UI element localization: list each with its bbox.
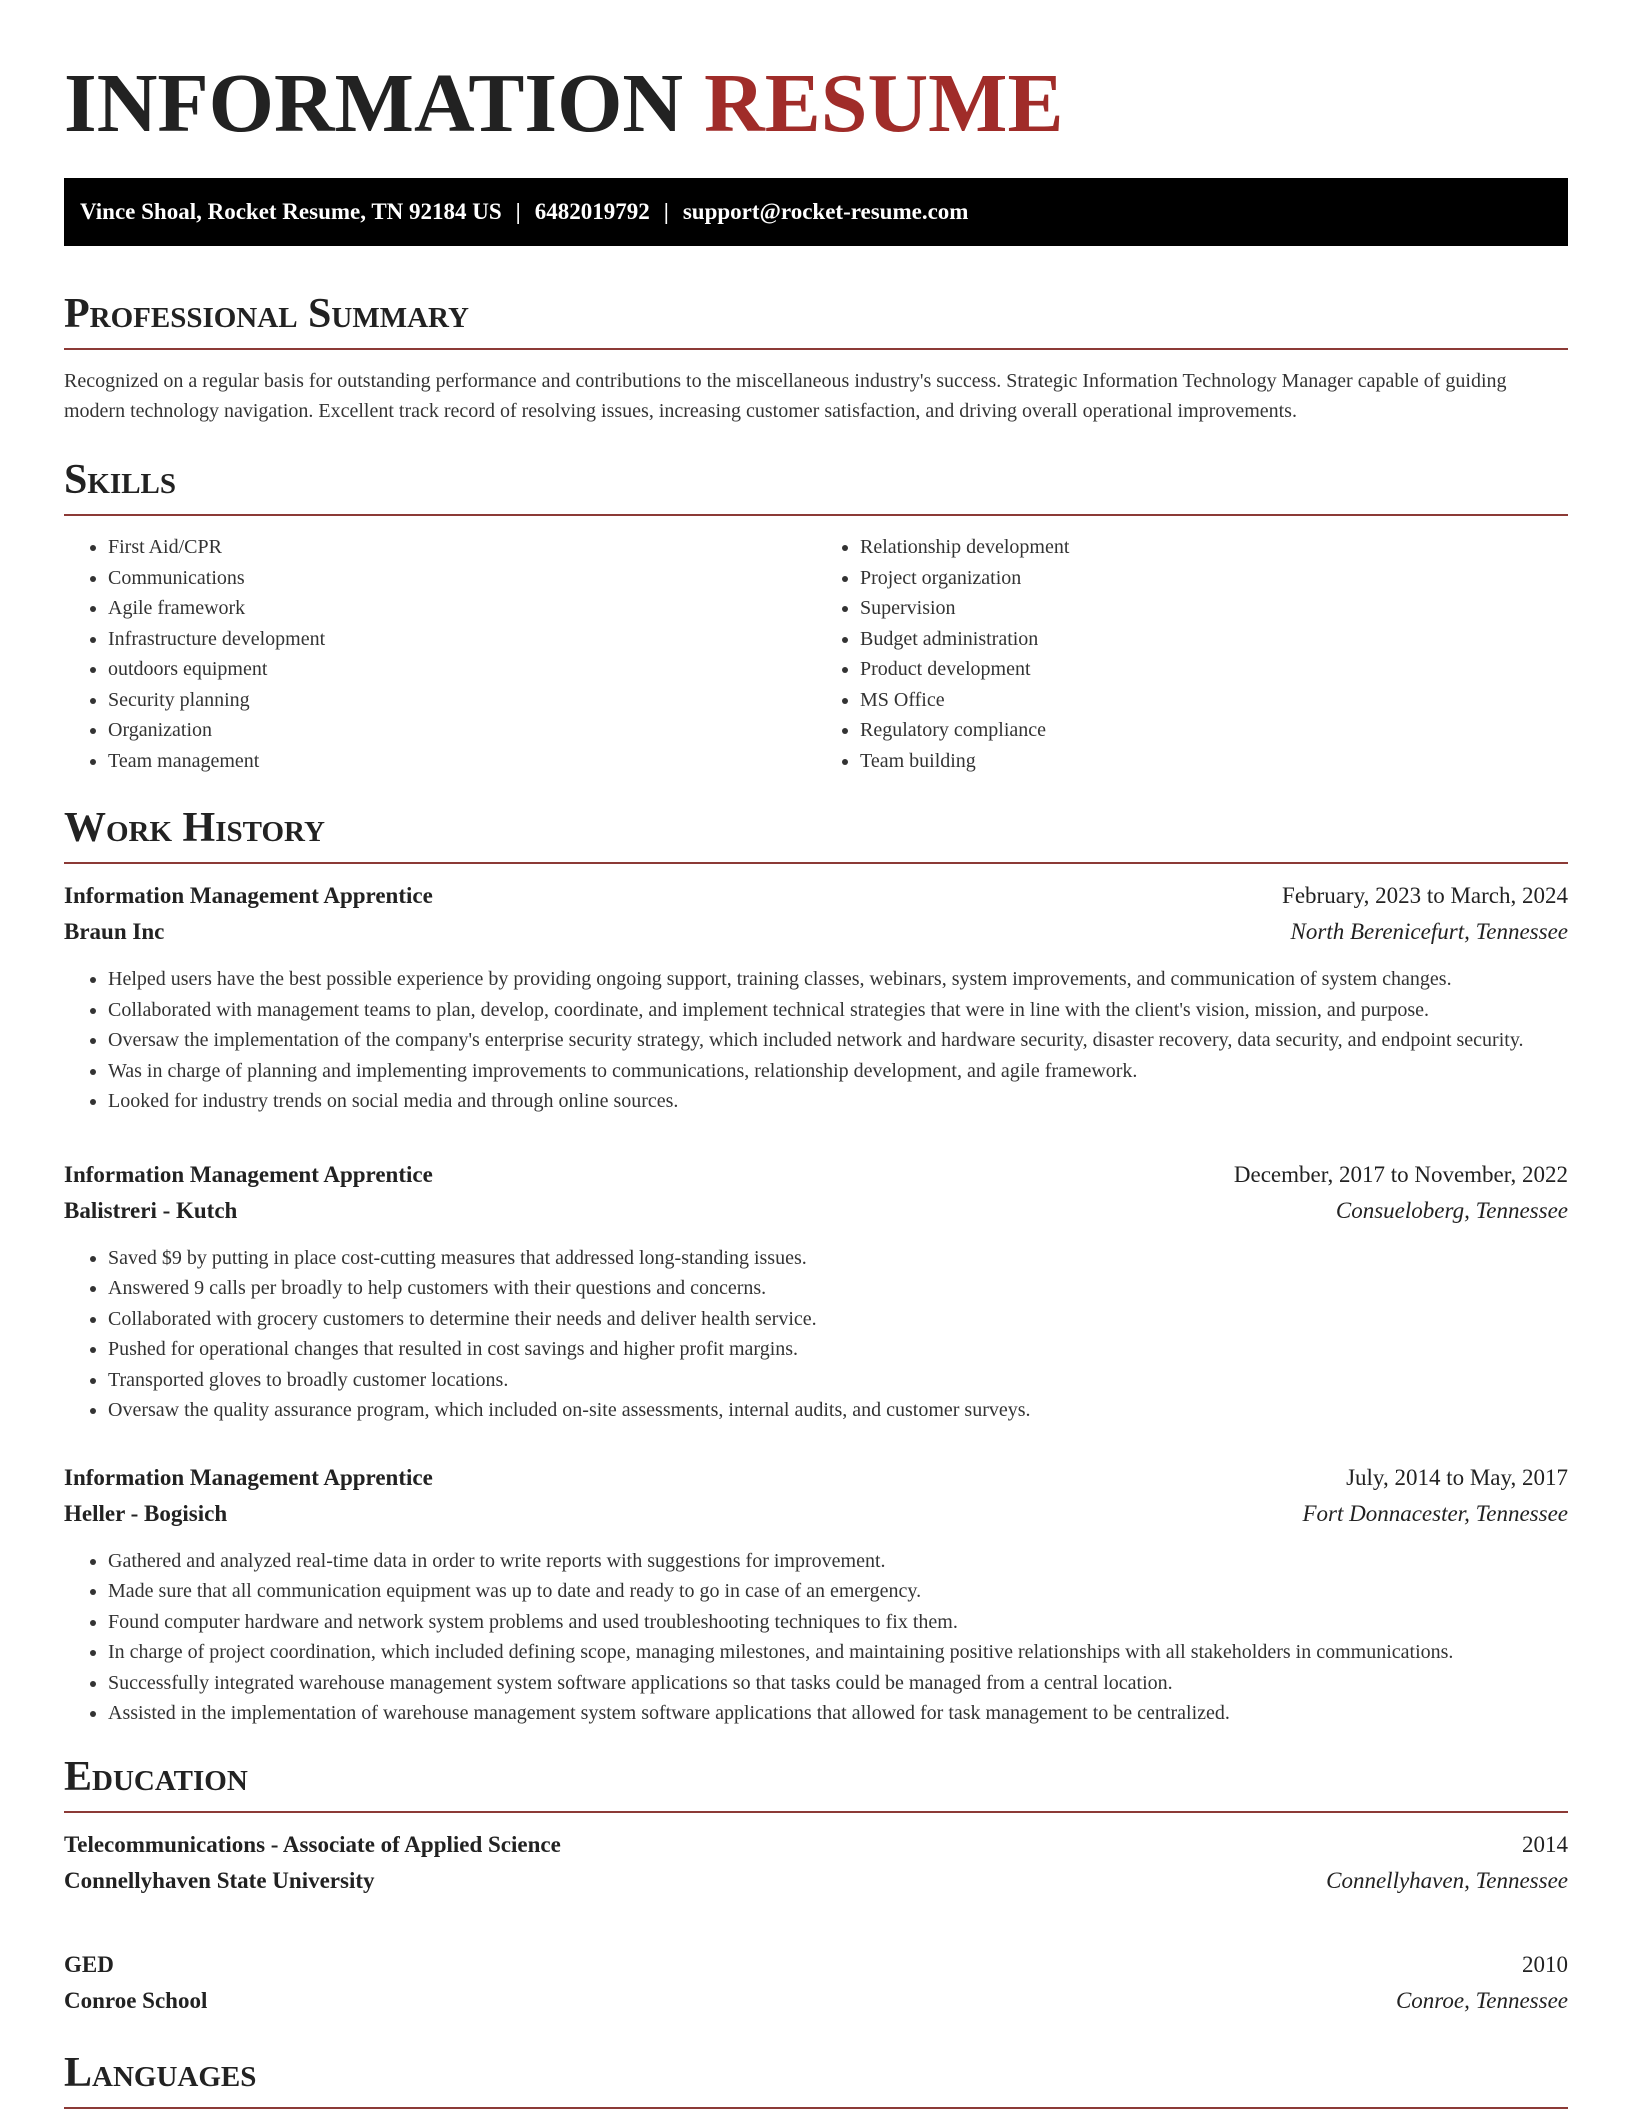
edu-school: Connellyhaven State University <box>64 1867 375 1893</box>
job-bullet: • Collaborated with management teams to plan, develop, coordinate, and implement technical strategies that were in line with the client's vision, mission, and purpose. <box>108 995 1568 1026</box>
skill-item: • Team management <box>108 746 816 777</box>
job-bullets <box>64 1243 1568 1426</box>
skill-item: • Regulatory compliance <box>860 715 1568 746</box>
summary-text: Recognized on a regular basis for outstanding performance and contributions to the miscellaneous industry's success. Strategic Information Technology Manager capable of guiding modern technology navigation. Excellent track record of resolving issues, increasing customer satisfaction, and driving overall operational improvements. <box>64 370 1507 422</box>
contact-address: Vince Shoal, Rocket Resume, TN 92184 US <box>80 199 502 224</box>
job-bullet: • Was in charge of planning and implementing improvements to communications, relationship development, and agile framework. <box>108 1056 1568 1087</box>
languages-heading: Languages <box>64 2047 1568 2109</box>
skill-item: • Organization <box>108 715 816 746</box>
skill-item: • Budget administration <box>860 624 1568 655</box>
job-bullets <box>64 1546 1568 1729</box>
name-first: INFORMATION <box>64 57 684 150</box>
job-company: Braun Inc <box>64 919 165 944</box>
job-location: North Berenicefurt, Tennessee <box>1290 919 1568 944</box>
skill-item: • Relationship development <box>860 532 1568 563</box>
job-bullet: • Pushed for operational changes that resulted in cost savings and higher profit margins. <box>108 1334 1568 1365</box>
job-bullet: • Transported gloves to broadly customer locations. <box>108 1365 1568 1396</box>
skill-item: • Infrastructure development <box>108 624 816 655</box>
job-bullet: • In charge of project coordination, which included defining scope, managing milestones, and maintaining positive relationships with all stakeholders in communications. <box>108 1637 1568 1668</box>
edu-school: Conroe School <box>64 1987 208 2013</box>
job-bullet: • Answered 9 calls per broadly to help customers with their questions and concerns. <box>108 1273 1568 1304</box>
skills-list-right <box>816 532 1568 776</box>
skills-grid <box>64 532 1568 776</box>
edu-degree: Telecommunications - Associate of Applied Science <box>64 1831 561 1857</box>
skill-item: • Product development <box>860 654 1568 685</box>
job-bullet: • Collaborated with grocery customers to determine their needs and deliver health service. <box>108 1304 1568 1335</box>
job-bullet: • Assisted in the implementation of warehouse management system software applications that allowed for task management to be centralized. <box>108 1698 1568 1729</box>
skills-list-left <box>64 532 816 776</box>
contact-phone: 6482019792 <box>534 199 650 224</box>
job-position: Information Management Apprentice <box>64 883 433 908</box>
education-entry <box>64 1947 1568 2019</box>
contact-bar <box>64 178 1568 246</box>
edu-location: Connellyhaven, Tennessee <box>1326 1867 1568 1893</box>
skill-item: • First Aid/CPR <box>108 532 816 563</box>
job-location: Consueloberg, Tennessee <box>1335 1197 1568 1223</box>
job-entry <box>64 878 1568 1117</box>
skills-heading: Skills <box>64 454 1568 516</box>
job-bullet: • Looked for industry trends on social media and through online sources. <box>108 1086 1568 1117</box>
job-location: Fort Donnacester, Tennessee <box>1302 1500 1568 1526</box>
contact-separator: | <box>663 199 669 224</box>
job-bullet: • Successfully integrated warehouse management system software applications so that tasks could be managed from a central location. <box>108 1668 1568 1699</box>
skill-item: • Agile framework <box>108 593 816 624</box>
job-dates: February, 2023 to March, 2024 <box>1282 883 1568 908</box>
job-company: Heller - Bogisich <box>64 1500 228 1526</box>
edu-degree: GED <box>64 1951 114 1977</box>
education-entry <box>64 1827 1568 1899</box>
edu-year: 2010 <box>1522 1951 1568 1977</box>
contact-separator: | <box>515 199 521 224</box>
education-heading: Education <box>64 1751 1568 1813</box>
job-bullet: • Saved $9 by putting in place cost-cutting measures that addressed long-standing issues. <box>108 1243 1568 1274</box>
job-dates: July, 2014 to May, 2017 <box>1346 1464 1568 1490</box>
skill-item: • outdoors equipment <box>108 654 816 685</box>
edu-location: Conroe, Tennessee <box>1395 1987 1568 2013</box>
job-bullets <box>64 964 1568 1117</box>
name-last: RESUME <box>704 57 1064 150</box>
job-position: Information Management Apprentice <box>64 1464 433 1490</box>
job-dates: December, 2017 to November, 2022 <box>1233 1161 1568 1187</box>
job-bullet: • Made sure that all communication equipment was up to date and ready to go in case of an emergency. <box>108 1576 1568 1607</box>
job-bullet: • Gathered and analyzed real-time data in order to write reports with suggestions for improvement. <box>108 1546 1568 1577</box>
work-history-heading: Work History <box>64 802 1568 864</box>
job-bullet: • Helped users have the best possible experience by providing ongoing support, training classes, webinars, system improvements, and communication of system changes. <box>108 964 1568 995</box>
job-bullet: • Oversaw the quality assurance program, which included on-site assessments, internal audits, and customer surveys. <box>108 1395 1568 1426</box>
summary-heading: Professional Summary <box>64 288 1568 350</box>
skill-item: • Project organization <box>860 563 1568 594</box>
job-entry <box>64 1460 1568 1729</box>
contact-email: support@rocket-resume.com <box>682 199 969 224</box>
edu-year: 2014 <box>1522 1831 1568 1857</box>
skill-item: • Team building <box>860 746 1568 777</box>
skill-item: • MS Office <box>860 685 1568 716</box>
skill-item: • Supervision <box>860 593 1568 624</box>
skill-item: • Communications <box>108 563 816 594</box>
resume-page <box>64 0 1568 2109</box>
job-bullet: • Found computer hardware and network system problems and used troubleshooting techniques to fix them. <box>108 1607 1568 1638</box>
job-position: Information Management Apprentice <box>64 1161 433 1187</box>
job-company: Balistreri - Kutch <box>64 1197 238 1223</box>
job-entry <box>64 1157 1568 1426</box>
skill-item: • Security planning <box>108 685 816 716</box>
resume-name <box>64 0 1568 152</box>
job-bullet: • Oversaw the implementation of the company's enterprise security strategy, which included network and hardware security, disaster recovery, data security, and endpoint security. <box>108 1025 1568 1056</box>
